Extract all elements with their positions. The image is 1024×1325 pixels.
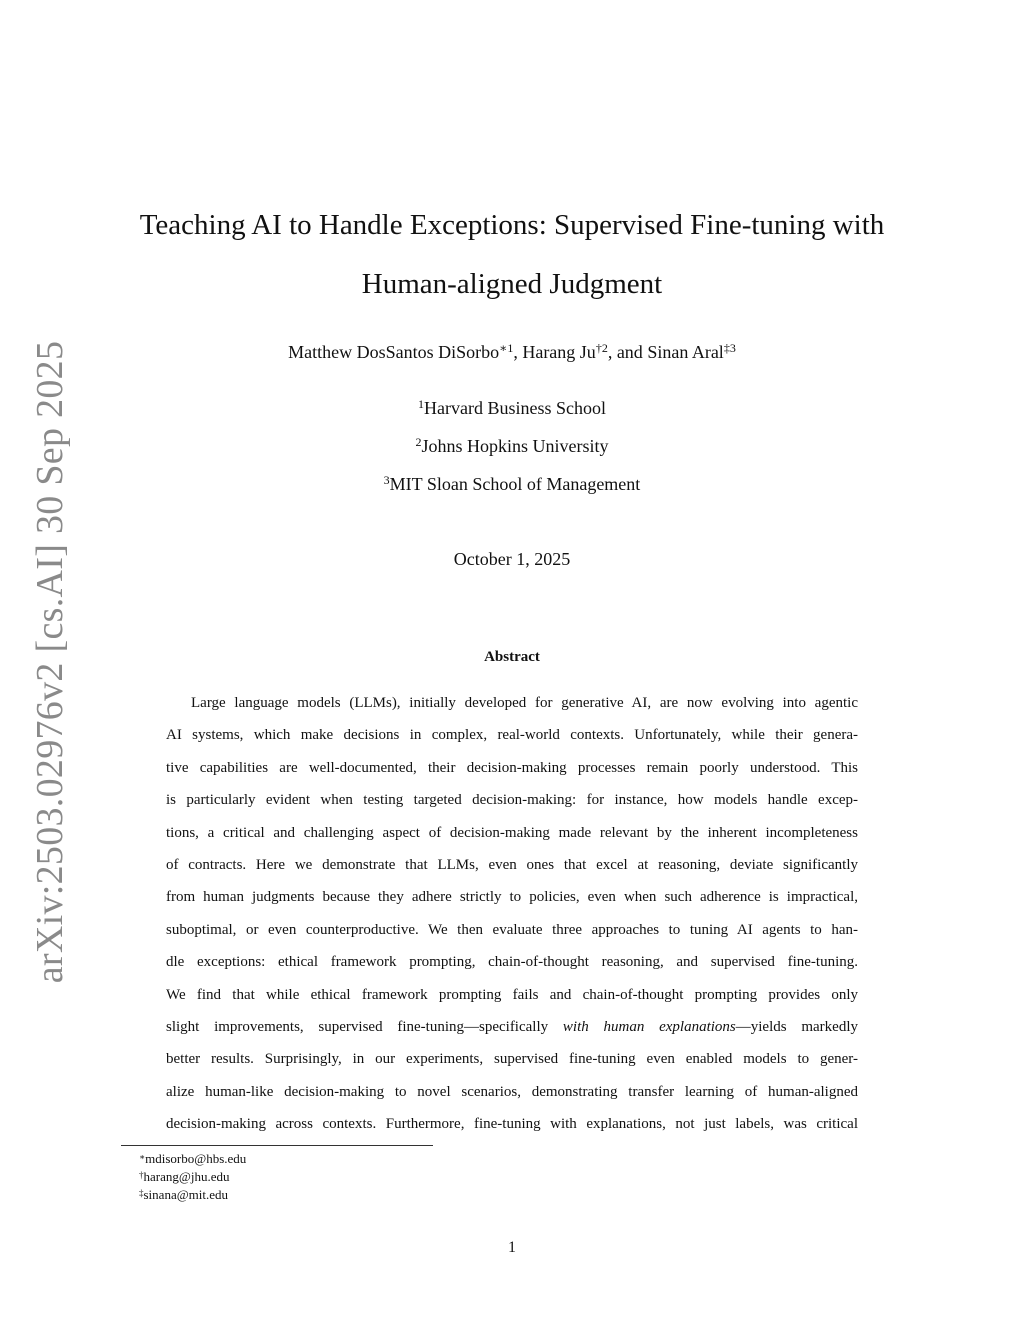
affiliation-mark: 3 bbox=[383, 473, 390, 487]
footnote-item bbox=[139, 1168, 246, 1186]
author-name: Sinan Aral bbox=[647, 342, 724, 362]
abstract-line-end: —yields markedly bbox=[735, 1018, 858, 1035]
abstract-emphasis: with human explanations bbox=[562, 1018, 736, 1035]
abstract-line: Large language models (LLMs), initially developed for generative AI, are now evolving into agentic bbox=[191, 695, 858, 711]
footnote-divider bbox=[121, 1145, 433, 1146]
affiliation-name: Johns Hopkins University bbox=[421, 436, 609, 456]
arxiv-identifier-stamp: arXiv:2503.02976v2 [cs.AI] 30 Sep 2025 bbox=[29, 340, 71, 984]
author-list bbox=[0, 338, 1024, 366]
footnote-mark: ‡ bbox=[139, 1188, 144, 1198]
footnote-item bbox=[139, 1186, 246, 1204]
affiliation-mark: 1 bbox=[418, 397, 424, 411]
author-separator: , bbox=[513, 342, 523, 362]
abstract-line: tions, a critical and challenging aspect of decision-making made relevant by the inherent incompleteness bbox=[166, 824, 858, 841]
abstract-heading: Abstract bbox=[484, 649, 540, 665]
abstract-line: of contracts. Here we demonstrate that LLMs, even ones that excel at reasoning, deviate significantly bbox=[166, 856, 858, 873]
abstract-line: alize human-like decision-making to novel scenarios, demonstrating transfer learning of human-aligned bbox=[166, 1083, 858, 1100]
abstract-line: decision-making across contexts. Furthermore, fine-tuning with explanations, not just labels, was critical bbox=[166, 1116, 858, 1133]
paper-title-line-1: Teaching AI to Handle Exceptions: Supervised Fine-tuning with bbox=[139, 209, 885, 241]
affiliation bbox=[0, 471, 1024, 497]
affiliation bbox=[0, 395, 1024, 421]
abstract-line: from human judgments because they adhere strictly to policies, even when such adherence is impractical, bbox=[166, 889, 858, 906]
abstract-line: tive capabilities are well-documented, their decision-making processes remain poorly understood. This bbox=[166, 759, 858, 776]
footnote-email-link[interactable]: harang@jhu.edu bbox=[143, 1169, 230, 1184]
footnote-item bbox=[139, 1150, 246, 1168]
author-marks: ∗1 bbox=[499, 341, 514, 355]
abstract-line: dle exceptions: ethical framework prompting, chain-of-thought reasoning, and supervised fine-tuning. bbox=[166, 954, 858, 971]
author-marks: †2 bbox=[595, 341, 608, 355]
footnotes bbox=[139, 1150, 246, 1204]
footnote-mark: ∗ bbox=[139, 1152, 146, 1162]
author-separator: , and bbox=[607, 342, 648, 362]
affiliation-mark: 2 bbox=[415, 435, 422, 449]
affiliation-name: MIT Sloan School of Management bbox=[389, 474, 641, 494]
abstract-line-start: slight improvements, supervised fine-tuning—specifically bbox=[166, 1018, 563, 1035]
publication-date: October 1, 2025 bbox=[453, 549, 571, 569]
page-number: 1 bbox=[508, 1239, 516, 1256]
affiliation bbox=[0, 433, 1024, 459]
abstract-line-with-emphasis bbox=[166, 1011, 858, 1043]
abstract-line: AI systems, which make decisions in complex, real-world contexts. Unfortunately, while their genera- bbox=[166, 727, 858, 744]
abstract-line: We find that while ethical framework prompting fails and chain-of-thought prompting provides only bbox=[166, 986, 858, 1003]
abstract-line: suboptimal, or even counterproductive. We then evaluate three approaches to tuning AI agents to han- bbox=[166, 921, 858, 938]
author-marks: ‡3 bbox=[723, 341, 736, 355]
paper-title bbox=[0, 196, 1024, 314]
paper-title-line-2: Human-aligned Judgment bbox=[361, 268, 663, 300]
affiliation-name: Harvard Business School bbox=[424, 398, 606, 418]
abstract-line: better results. Surprisingly, in our experiments, supervised fine-tuning even enabled models to gener- bbox=[166, 1051, 858, 1068]
abstract-line: is particularly evident when testing targeted decision-making: for instance, how models handle excep- bbox=[166, 792, 858, 809]
abstract-body bbox=[166, 687, 858, 1140]
author-name: Matthew DosSantos DiSorbo bbox=[288, 342, 500, 362]
footnote-mark: † bbox=[139, 1170, 144, 1180]
footnote-email-link[interactable]: sinana@mit.edu bbox=[143, 1187, 229, 1202]
footnote-email-link[interactable]: mdisorbo@hbs.edu bbox=[145, 1151, 247, 1166]
author-name: Harang Ju bbox=[522, 342, 596, 362]
